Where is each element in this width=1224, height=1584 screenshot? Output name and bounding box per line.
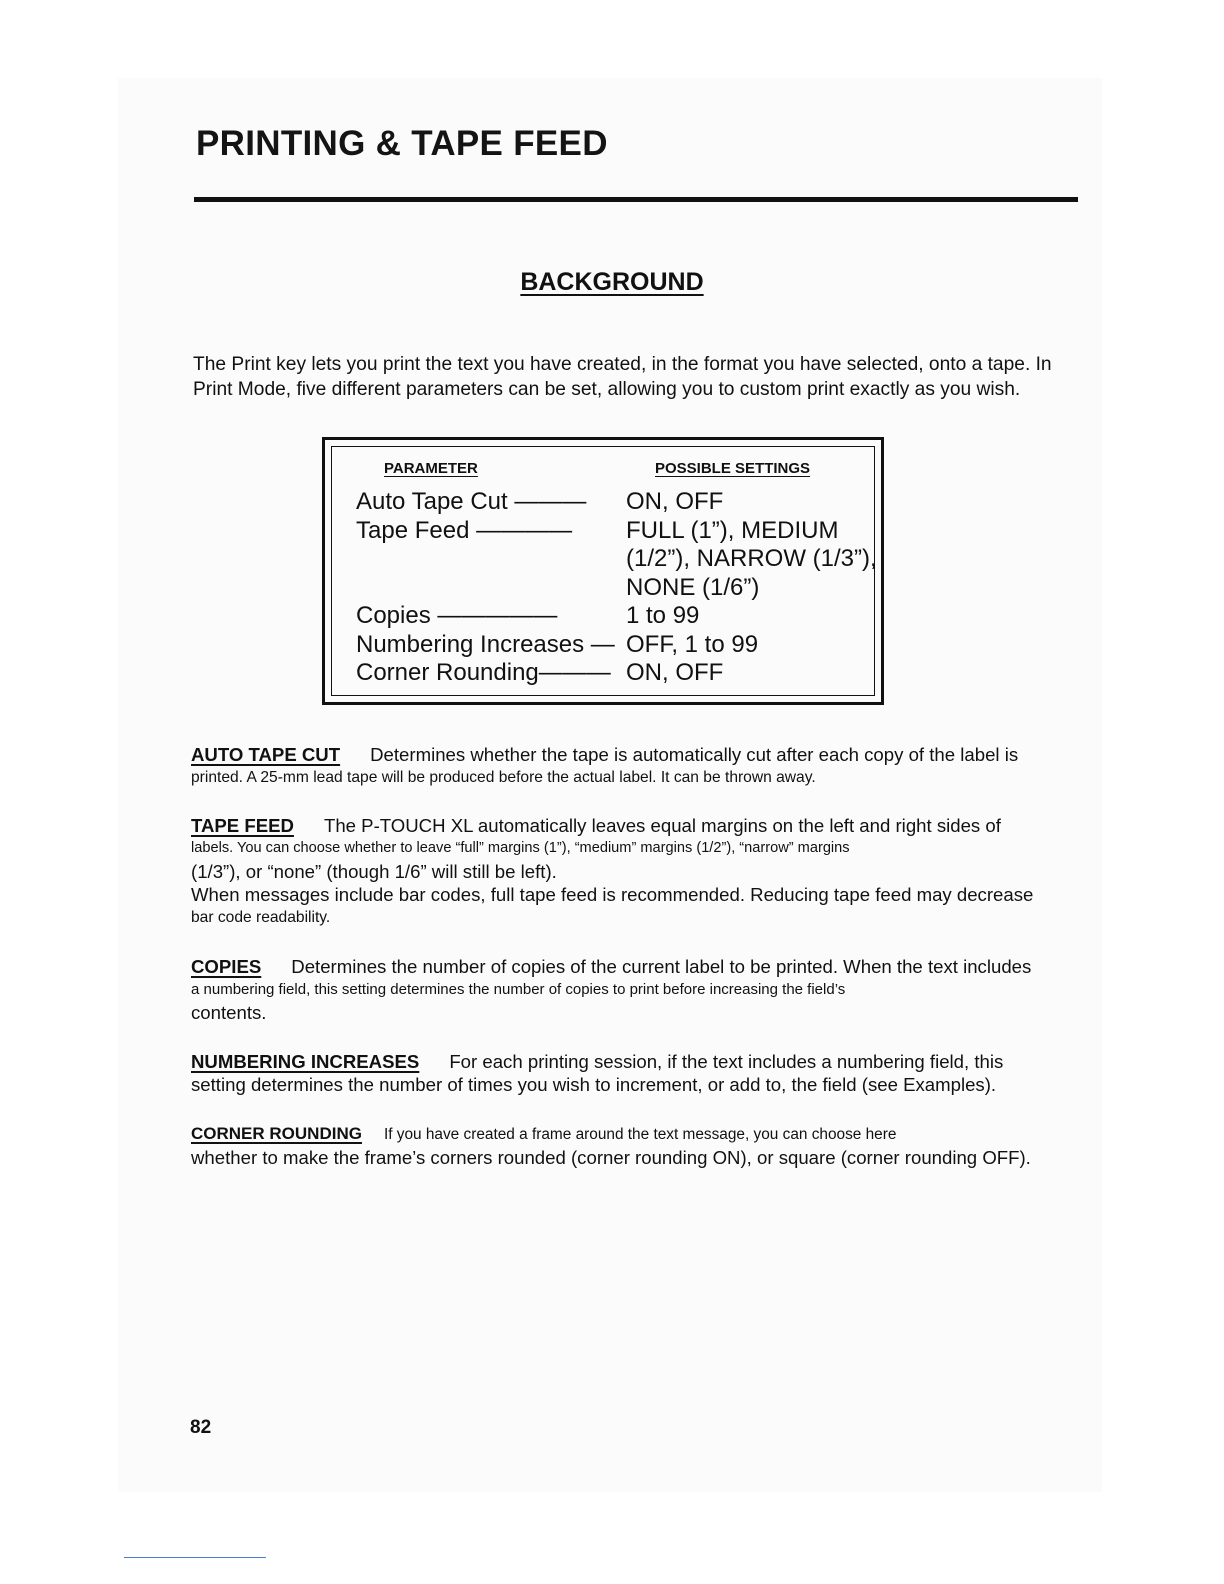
parameter-row: Numbering Increases — [356,630,615,658]
parameter-row: Copies ————— [356,602,558,629]
setting-value: ON, OFF [626,488,724,515]
paragraph-auto-tape-cut [191,743,1084,789]
parameter-list [356,488,615,688]
setting-value: ON, OFF [626,659,724,686]
intro-paragraph: The Print key lets you print the text you have created, in the format you have selected, onto a tape. In Print Mode, five different parameters can be set, allowing you to custom print exactly as you wish. [193,354,1052,400]
paragraph-numbering-increases [191,1050,1084,1096]
paragraph-text: whether to make the frame’s corners rounded (corner rounding ON), or square (corner rounding OFF). [191,1147,1031,1168]
paragraph-tape-feed [191,814,1084,929]
setting-value: FULL (1”), MEDIUM [626,516,839,544]
term-numbering-increases: NUMBERING INCREASES [191,1051,420,1072]
term-copies: COPIES [191,956,262,977]
paragraph-text: a numbering field, this setting determines the number of copies to print before increasing the field’s [191,981,846,998]
paragraph-text: Determines the number of copies of the current label to be printed. When the text includes [291,956,1032,977]
setting-value: 1 to 99 [626,602,700,629]
paragraph-text: contents. [191,1002,267,1023]
paragraph-text: printed. A 25-mm lead tape will be produced before the actual label. It can be thrown away. [191,769,816,786]
paragraph-text: When messages include bar codes, full tape feed is recommended. Reducing tape feed may decrease [191,884,1034,905]
setting-value: OFF, 1 to 99 [626,630,759,658]
parameter-row: Corner Rounding——— [356,659,611,686]
paragraph-text: If you have created a frame around the text message, you can choose here [383,1126,897,1143]
paragraph-text: For each printing session, if the text includes a numbering field, this [449,1051,1004,1072]
paragraph-copies [191,955,1084,1024]
settings-list [626,488,877,688]
paragraph-text: bar code readability. [191,909,331,926]
parameter-row: Tape Feed ———— [356,516,573,544]
paragraph-text: labels. You can choose whether to leave “full” margins (1”), “medium” margins (1/2”), “narrow” margins [191,840,850,856]
paragraph-text: The P-TOUCH XL automatically leaves equal margins on the left and right sides of [323,815,1001,836]
footer-divider [124,1557,266,1558]
paragraph-text: setting determines the number of times you wish to increment, or add to, the field (see Examples). [191,1074,997,1095]
paragraph-text: Determines whether the tape is automatically cut after each copy of the label is [370,744,1019,765]
section-heading: BACKGROUND [520,268,704,296]
page-title: PRINTING & TAPE FEED [196,124,608,163]
title-rule [194,197,1078,202]
column-header-parameter: PARAMETER [384,460,478,477]
column-header-settings: POSSIBLE SETTINGS [655,460,811,477]
paragraph-text: (1/3”), or “none” (though 1/6” will still be left). [191,861,557,882]
term-tape-feed: TAPE FEED [191,815,294,836]
paragraph-corner-rounding [191,1121,1084,1169]
parameter-row: Auto Tape Cut ——— [356,488,587,515]
page-number: 82 [190,1417,212,1438]
term-auto-tape-cut: AUTO TAPE CUT [191,744,341,765]
setting-value: NONE (1/6”) [626,573,760,601]
setting-value: (1/2”), NARROW (1/3”), [626,545,877,572]
term-corner-rounding: CORNER ROUNDING [191,1124,362,1143]
